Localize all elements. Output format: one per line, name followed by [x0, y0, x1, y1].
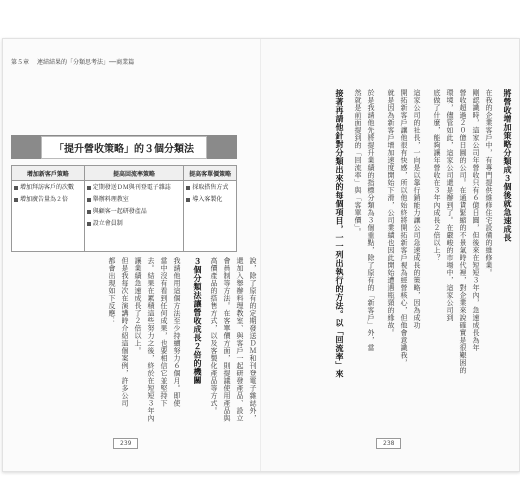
page-number: 239 [113, 438, 138, 449]
body-text-line: 於是我請他先將提升業績的指標分類為３個重點，除了原有的「新客戶」外，當 [367, 89, 375, 352]
body-text-line: 營收超過２０億日圓的公司。在通貨緊縮的不景氣時代裡，對企業來說確實是很艱困的 [459, 89, 467, 374]
table-cell [12, 181, 85, 252]
list-item: 採取搭售方式 [186, 184, 234, 192]
table-header: 增加新客戶策略 [12, 166, 85, 181]
section-heading: ３個分類法讓營收成長２倍的機關 [193, 257, 202, 385]
chapter-header [11, 57, 140, 66]
list-item: 增加廣告量為２倍 [14, 196, 82, 204]
table-header: 提高回流率策略 [84, 166, 184, 181]
table-cell [84, 181, 184, 252]
page-number: 238 [376, 438, 401, 449]
body-text-line: 說，除了原有的定期發送ＤＭ和刊登電子雜誌外， [249, 257, 257, 422]
list-item: 增加拜訪客戶的次數 [14, 184, 82, 192]
body-text-line: 底做了什麼，能夠讓年營收在３年內成長２倍以上？ [433, 89, 441, 262]
figure-title: 「提升營收策略」的３個分類法 [41, 136, 207, 159]
body-text-line-emphasis: 接著再請他針對分類出來的每個項目，一一列出執行的方法。以「回流率」來 [335, 89, 344, 378]
strategy-table [11, 165, 237, 252]
body-text-line: 剛認識時，這家公司年營收只有６億日圓，但後來在短短３年內，急速成長為年 [472, 89, 480, 352]
chapter-title: 連結結果的「分類思考法」──商業篇 [36, 59, 135, 66]
figure-title-banner [11, 135, 237, 159]
body-text-line: 高價產品的搭售方式，以及客製化產品等方式。 [210, 257, 218, 415]
body-text-line: 環境，儘管如此，這家公司還是辦到了。在嚴峻的市場中，這家公司到 [446, 89, 454, 322]
body-text-line: 還加入舉辦料理教室、與客戶一起研發產品、設立 [236, 257, 244, 422]
body-text-line: 然就是前面提到的「回流率」與「客單價」。 [354, 89, 362, 236]
list-item: 與顧客一起研發產品 [87, 208, 182, 216]
body-text-line: 在我的企業客戶中，有專門提供維修住宅設備的維修業。 [485, 89, 493, 277]
body-text-line: 會員制等方法。在客單價方面，則提議使用產品與 [223, 257, 231, 422]
body-text-line: 就是因為新客戶增加速度開始下滑，公司業績也因此開始遭遇瓶頸的緣故。 [387, 89, 395, 337]
list-item: 設立會員制 [87, 220, 182, 228]
body-text-line: 我請他用這個方法至少持續努力６個月。即使 [173, 257, 181, 407]
body-text-line: 開拓新客戶讓他很有快感，所以他始終將開拓新客戶視為經營核心，但他會意識我， [400, 89, 408, 367]
body-text-line: 都會出現如下反應： [108, 257, 116, 325]
body-text-line: 當中沒有看到任何成果，也要相信它並堅持下 [160, 257, 168, 407]
list-item: 舉辦料理教室 [87, 196, 182, 204]
body-text-line: 去。結果在累積這些努力之後，終於在短短３年內 [147, 257, 155, 422]
right-page [261, 39, 519, 471]
left-page [3, 39, 261, 471]
page-heading: 將營收增加策略分類成３個後就急速成長 [503, 89, 512, 242]
chapter-number: 第５章 [11, 59, 30, 66]
list-item: 導入客製化 [186, 196, 234, 204]
body-text-line: 但是我每次在演講時介紹這個案例，許多公司 [121, 257, 129, 407]
table-cell [184, 181, 237, 252]
body-text-line: 這家公司的社長，一向是以靠行銷能力讓公司急速成長的策略，因為成功 [413, 89, 421, 329]
table-header: 提高客單價策略 [184, 166, 237, 181]
body-text-line: 讓業績急速成長了２倍以上。 [134, 257, 142, 355]
list-item: 定期發送ＤＭ與刊登電子雜誌 [87, 184, 182, 192]
book-spread [2, 38, 520, 472]
